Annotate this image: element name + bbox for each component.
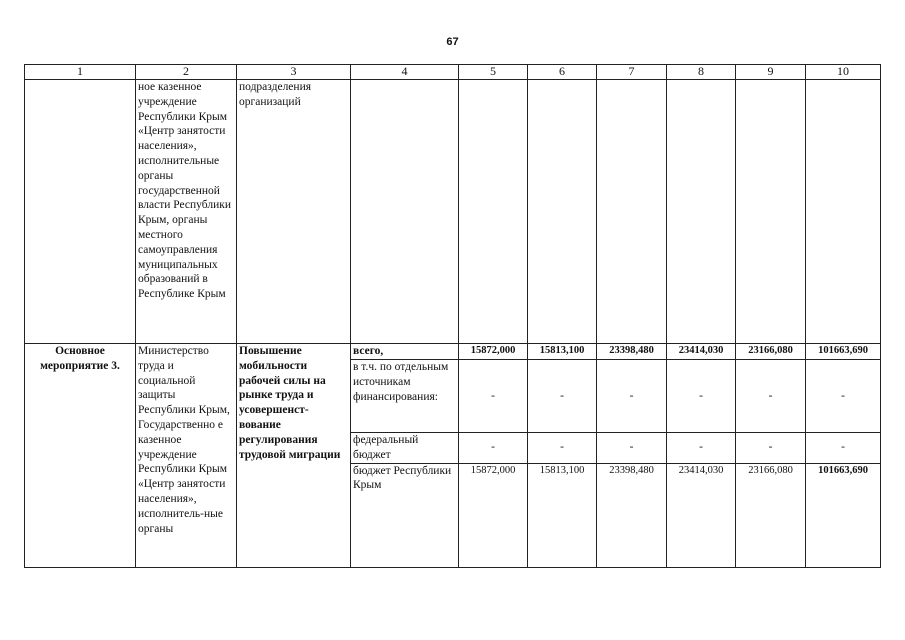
activity-name: Повышение мобильности рабочей силы на рынке труда и усовершенст-вование регулирования трудовой миграции	[237, 344, 351, 568]
value-cell: 23398,480	[597, 463, 667, 567]
value-cell: 23166,080	[736, 344, 806, 360]
value-cell: 23398,480	[597, 344, 667, 360]
value-cell: 23414,030	[667, 463, 736, 567]
funding-source: бюджет Республики Крым	[351, 463, 459, 567]
value-cell: 15813,100	[528, 344, 597, 360]
value-cell: 23166,080	[736, 463, 806, 567]
column-number: 7	[597, 65, 667, 80]
value-cell: -	[736, 360, 806, 433]
value-cell: -	[459, 433, 528, 464]
activity-executors: Министерство труда и социальной защиты Республики Крым, Государственно е казенное учреждение Республики Крым «Центр занятости населения», исполнитель-ные органы	[136, 344, 237, 568]
column-number: 5	[459, 65, 528, 80]
value-cell: -	[597, 433, 667, 464]
empty-cell	[528, 80, 597, 344]
column-number: 1	[25, 65, 136, 80]
value-cell: -	[528, 360, 597, 433]
value-cell: -	[806, 433, 881, 464]
continued-executors: ное казенное учреждение Республики Крым «Центр занятости населения», исполнительные органы государственной власти Республики Крым, органы местного самоуправления муниципальных образований в Республике Крым	[136, 80, 237, 344]
value-cell: -	[528, 433, 597, 464]
column-number: 3	[237, 65, 351, 80]
value-cell: 15872,000	[459, 463, 528, 567]
empty-cell	[806, 80, 881, 344]
continued-description: подразделения организаций	[237, 80, 351, 344]
empty-cell	[597, 80, 667, 344]
budget-table	[24, 64, 881, 568]
column-number: 8	[667, 65, 736, 80]
column-number: 6	[528, 65, 597, 80]
column-number: 4	[351, 65, 459, 80]
empty-cell	[459, 80, 528, 344]
value-cell: -	[667, 360, 736, 433]
funding-source: федеральный бюджет	[351, 433, 459, 464]
column-number: 9	[736, 65, 806, 80]
column-number-row	[25, 65, 881, 80]
value-cell: 23414,030	[667, 344, 736, 360]
page-number: 67	[446, 36, 459, 48]
value-cell: 15872,000	[459, 344, 528, 360]
value-cell: -	[736, 433, 806, 464]
funding-source: в т.ч. по отдельным источникам финансирования:	[351, 360, 459, 433]
value-cell: 15813,100	[528, 463, 597, 567]
value-cell: 101663,690	[806, 463, 881, 567]
empty-cell	[736, 80, 806, 344]
funding-source: всего,	[351, 344, 459, 360]
value-cell: -	[667, 433, 736, 464]
column-number: 2	[136, 65, 237, 80]
continued-row	[25, 80, 881, 344]
value-cell: 101663,690	[806, 344, 881, 360]
table-row	[25, 344, 881, 360]
empty-cell	[351, 80, 459, 344]
empty-cell	[667, 80, 736, 344]
column-number: 10	[806, 65, 881, 80]
value-cell: -	[597, 360, 667, 433]
empty-cell	[25, 80, 136, 344]
value-cell: -	[806, 360, 881, 433]
value-cell: -	[459, 360, 528, 433]
activity-title: Основное мероприятие 3.	[25, 344, 136, 568]
